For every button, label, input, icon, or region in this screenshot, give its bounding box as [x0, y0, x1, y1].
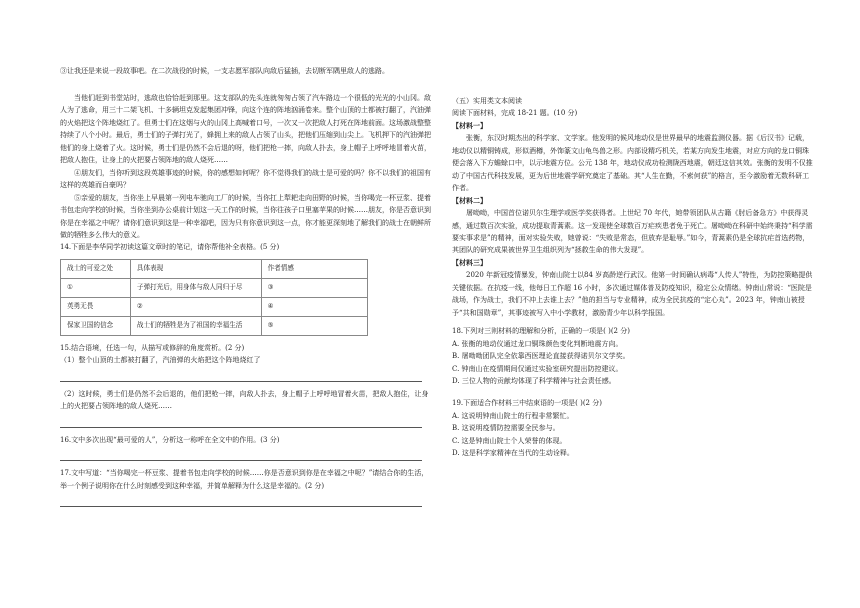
- question-19-option-c[interactable]: C. 这是钟南山院士个人荣誉的体现。: [452, 436, 567, 445]
- notes-table: [60, 259, 368, 336]
- table-cell[interactable]: ⑤: [261, 316, 367, 335]
- table-cell[interactable]: ②: [130, 297, 261, 316]
- question-15-option-2: （2）这时候，勇士们是仍然不会后退的，他们把枪一摔，向敌人扑去，身上帽子上呼呼地冒着火苗，把敌人抱住，让身上的火把要占领阵地的敌人烧死……: [60, 389, 429, 411]
- table-header-cell: 战士的可爱之处: [61, 259, 131, 278]
- question-19: 19.下面适合作材料三中结束语的一项是( )(2 分): [452, 399, 602, 408]
- table-row: [61, 278, 368, 297]
- material-1-title: 【材料一】: [452, 120, 487, 130]
- question-18-option-b[interactable]: B. 屠呦呦团队完全依靠西医理论直接获得诺贝尔文学奖。: [452, 352, 630, 361]
- question-18-option-d[interactable]: D. 三位人物的贡献均体现了科学精神与社会责任感。: [452, 376, 616, 385]
- question-16: 16.文中多次出现“最可爱的人”，分析这一称呼在全文中的作用。(3 分): [60, 435, 280, 444]
- answer-line[interactable]: [60, 415, 422, 428]
- right-column: [452, 95, 814, 460]
- question-15-option-1: （1）整个山顶的土都被打翻了，汽油弹的火焰把这个阵地烧红了: [60, 356, 261, 365]
- question-18: 18.下列对三则材料的理解和分析，正确的一项是( )(2 分): [452, 327, 630, 336]
- passage-paragraph-5: ⑤亲爱的朋友，当你坐上早晨第一列电车驰向工厂的时候，当你扛上犁耙走向田野的时候，当你喝完一杯豆浆、提着书包走向学校的时候，当你坐到办公桌前计划这一天工作的时候，当你往孩子口里塞苹果的时候……朋友，你是否意识到你是在幸福之中呢？请你们意识到这是一种幸福吧，因为只有你意识到这一点，你才能更深刻地了解我们的战士在朝鲜所做的牺牲多么伟大的意义。: [60, 193, 431, 239]
- material-1-text: 张衡，东汉时期杰出的科学家、文学家。他发明的候风地动仪是世界最早的地震监测仪器。据《后汉书》记载，地动仪以精铜铸成，形似酒樽，外饰篆文山龟鸟兽之形。内部设精巧机关，若某方向发生地震，对应方向的龙口铜珠便会落入下方蟾蜍口中，以示地震方位。公元 138 年，地动仪成功检测陇西地震，朝廷这信其效。张衡的发明不仅推动了中国古代科技发展，更为后世地震学研究奠定了基础。其“人生在勤，不索何获”的格言，至今激励着无数科研工作者。: [452, 134, 813, 193]
- table-cell[interactable]: ③: [261, 278, 367, 297]
- table-header-row: [61, 259, 368, 278]
- question-19-option-a[interactable]: A. 这说明钟南山院士的行程非常繁忙。: [452, 411, 574, 420]
- table-row: [61, 297, 368, 316]
- question-19-option-b[interactable]: B. 这说明疫情防控需要全民参与。: [452, 424, 560, 433]
- question-14: 14.下面是李华同学初读这篇文章时的笔记，请你帮他补全表格。(5 分): [60, 243, 280, 252]
- table-cell: 子弹打光后，用身体与敌人同归于尽: [130, 278, 261, 297]
- question-15: 15.结合语境，任选一句，从描写或修辞的角度赏析。(2 分): [60, 343, 245, 352]
- material-3-title: 【材料三】: [452, 257, 487, 267]
- section-instructions: 阅读下面材料，完成 18-21 题。(10 分): [452, 109, 578, 118]
- table-cell: 英勇无畏: [61, 297, 131, 316]
- answer-line[interactable]: [60, 369, 422, 382]
- question-18-option-a[interactable]: A. 张衡的地动仪通过龙口铜珠颜色变化判断地震方向。: [452, 339, 623, 348]
- section-title: （五）实用类文本阅读: [452, 97, 522, 105]
- passage-paragraph-battle: 当他们赶到书堂站时，逃敌也恰恰赶到那里。这支部队的先头连就匆匆占领了汽车路边一个很低的光光的小山冈。敌人为了逃命，用三十二架飞机、十多辆坦克发起集团冲锋，向这个连的阵地汹涌卷来。整个山顶的土都被打翻了，汽油弹的火焰把这个阵地烧红了。但勇士们在这烟与火的山冈上高喊着口号，一次又一次把敌人打死在阵地前面。这场激战整整持续了八个小时。最后，勇士们的子弹打光了，蜂拥上来的敌人占领了山头，把他们压缩到山尖上。飞机押下的汽油弹把他们的身上烧着了火。这时候，勇士们是仍然不会后退的呀，他们把枪一摔，向敌人扑去，身上帽子上呼呼地冒着火苗，把敌人抱住，让身上的火把要占领阵地的敌人烧死……: [60, 94, 431, 165]
- answer-line[interactable]: [60, 494, 422, 507]
- story-intro-line: ③让我还是来说一段故事吧。在二次战役的时候，一支志愿军部队向敌后猛插，去切断军隅里敌人的逃路。: [60, 67, 389, 75]
- answer-line[interactable]: [60, 448, 422, 461]
- table-cell: 保家卫国的信念: [61, 316, 131, 335]
- material-2-title: 【材料二】: [452, 195, 487, 205]
- material-2-text: 屠呦呦，中国首位诺贝尔生理学或医学奖获得者。上世纪 70 年代，她带领团队从古籍《肘后备急方》中获得灵感，通过数百次实验，成功提取青蒿素。这一发现使全球数百万疟疾患者免于死亡。屠呦呦在科研中始终秉持“科学需要实事求是”的精神，面对实验失败，她曾说：“失败是常态，但放弃是耻辱。”如今，青蒿素仍是全球抗疟首选药物，其团队的研究成果被世界卫生组织列为“拯救生命的伟大发现”。: [452, 209, 813, 255]
- question-17: 17.文中写道：“当你喝完一杯豆浆、提着书包走向学校的时候……你是否意识到你是在幸福之中呢？”请结合你的生活，举一个例子说明你在什么时刻感受到这种幸福，并简单解释为什么这是幸福的。(2 分): [60, 469, 429, 490]
- left-column: [60, 66, 435, 513]
- table-row: [61, 316, 368, 335]
- table-header-cell: 作者情感: [261, 259, 367, 278]
- table-header-cell: 具体表现: [130, 259, 261, 278]
- table-cell[interactable]: ①: [61, 278, 131, 297]
- material-3-text: 2020 年新冠疫情暴发，钟南山院士以84 岁高龄逆行武汉。他第一时间确认病毒“人传人”特性，为防控策略提供关键依据。在抗疫一线，他每日工作超 16 小时，多次通过媒体普及防疫知识，稳定公众情绪。钟南山常说：“医院是战场，作为战士，我们不冲上去谁上去？”他的担当与专业精神，成为全民抗疫的“定心丸”。2023 年，钟南山被授予“共和国勋章”，其事迹被写入中小学教材，激励青少年以科学报国。: [452, 271, 813, 317]
- table-cell[interactable]: ④: [261, 297, 367, 316]
- question-19-option-d[interactable]: D. 这是科学家精神在当代的生动诠释。: [452, 449, 574, 458]
- passage-paragraph-4: ④朋友们，当你听到这段英雄事迹的时候，你的感想如何呢？你不觉得我们的战士是可爱的吗？你不以我们的祖国有这样的英雄而自豪吗？: [60, 168, 431, 190]
- question-18-option-c[interactable]: C. 钟南山在疫情期间仅通过实验室研究提出防控建议。: [452, 364, 623, 373]
- table-cell: 战士们的牺牲是为了祖国的幸福生活: [130, 316, 261, 335]
